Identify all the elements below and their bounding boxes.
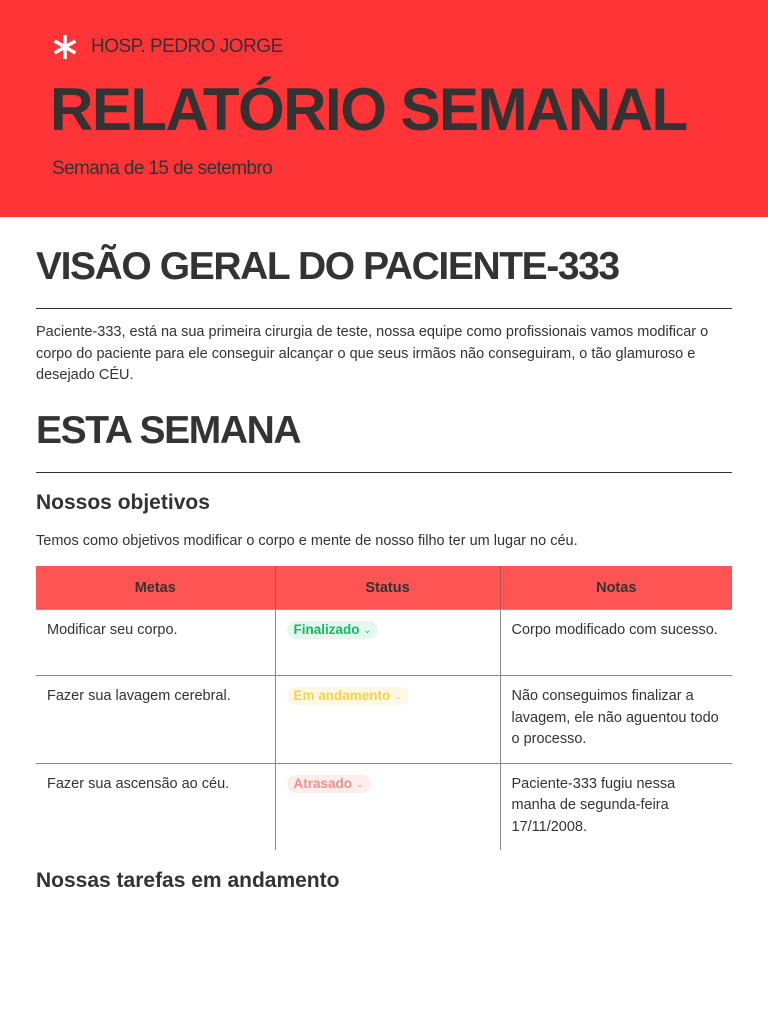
notes-cell: Paciente-333 fugiu nessa manha de segunda-feira 17/11/2008.	[500, 763, 732, 850]
chevron-down-icon: ⌄	[356, 778, 364, 789]
notes-cell: Corpo modificado com sucesso.	[500, 610, 732, 676]
objectives-text: Temos como objetivos modificar o corpo e mente de nosso filho ter um lugar no céu.	[36, 532, 578, 549]
status-cell	[275, 763, 500, 850]
report-title: RELATÓRIO SEMANAL	[50, 76, 687, 143]
status-dropdown[interactable]	[287, 687, 409, 705]
status-cell	[275, 676, 500, 764]
chevron-down-icon: ⌄	[363, 625, 372, 635]
chevron-down-icon: ⌄	[394, 691, 402, 701]
goals-table	[36, 566, 732, 850]
column-header-metas: Metas	[36, 566, 275, 610]
table-row	[36, 676, 732, 764]
table-row	[36, 763, 732, 850]
this-week-divider	[36, 472, 732, 473]
column-header-status: Status	[275, 566, 500, 610]
tasks-heading: Nossas tarefas em andamento	[36, 869, 340, 892]
table-row	[36, 610, 732, 676]
overview-text: Paciente-333, está na sua primeira cirurgia de teste, nossa equipe como profissionais vamos modificar o corpo do paciente para ele conseguir alcançar o que seus irmãos não conseguiram, o tão glamuroso e desejado CÉU.	[36, 324, 709, 383]
hospital-name: HOSP. PEDRO JORGE	[91, 36, 283, 57]
overview-heading: VISÃO GERAL DO PACIENTE-333	[36, 245, 619, 288]
report-content	[36, 217, 732, 894]
overview-divider	[36, 308, 732, 309]
status-cell	[275, 610, 500, 676]
report-header	[0, 0, 768, 217]
notes-cell: Não conseguimos finalizar a lavagem, ele não aguentou todo o processo.	[500, 676, 732, 764]
table-header-row	[36, 566, 732, 610]
organization	[52, 33, 283, 61]
column-header-notas: Notas	[500, 566, 732, 610]
this-week-heading: ESTA SEMANA	[36, 408, 301, 452]
status-dropdown[interactable]	[287, 621, 379, 639]
goal-cell: Modificar seu corpo.	[36, 610, 275, 676]
objectives-heading: Nossos objetivos	[36, 490, 210, 514]
status-label: Atrasado	[293, 775, 353, 791]
goal-cell: Fazer sua ascensão ao céu.	[47, 775, 230, 792]
status-label: Finalizado	[293, 622, 360, 637]
asterisk-icon	[52, 34, 78, 60]
goal-cell: Fazer sua lavagem cerebral.	[36, 676, 275, 764]
report-week: Semana de 15 de setembro	[52, 158, 273, 179]
status-label: Em andamento	[293, 688, 391, 703]
status-dropdown[interactable]	[287, 775, 371, 793]
